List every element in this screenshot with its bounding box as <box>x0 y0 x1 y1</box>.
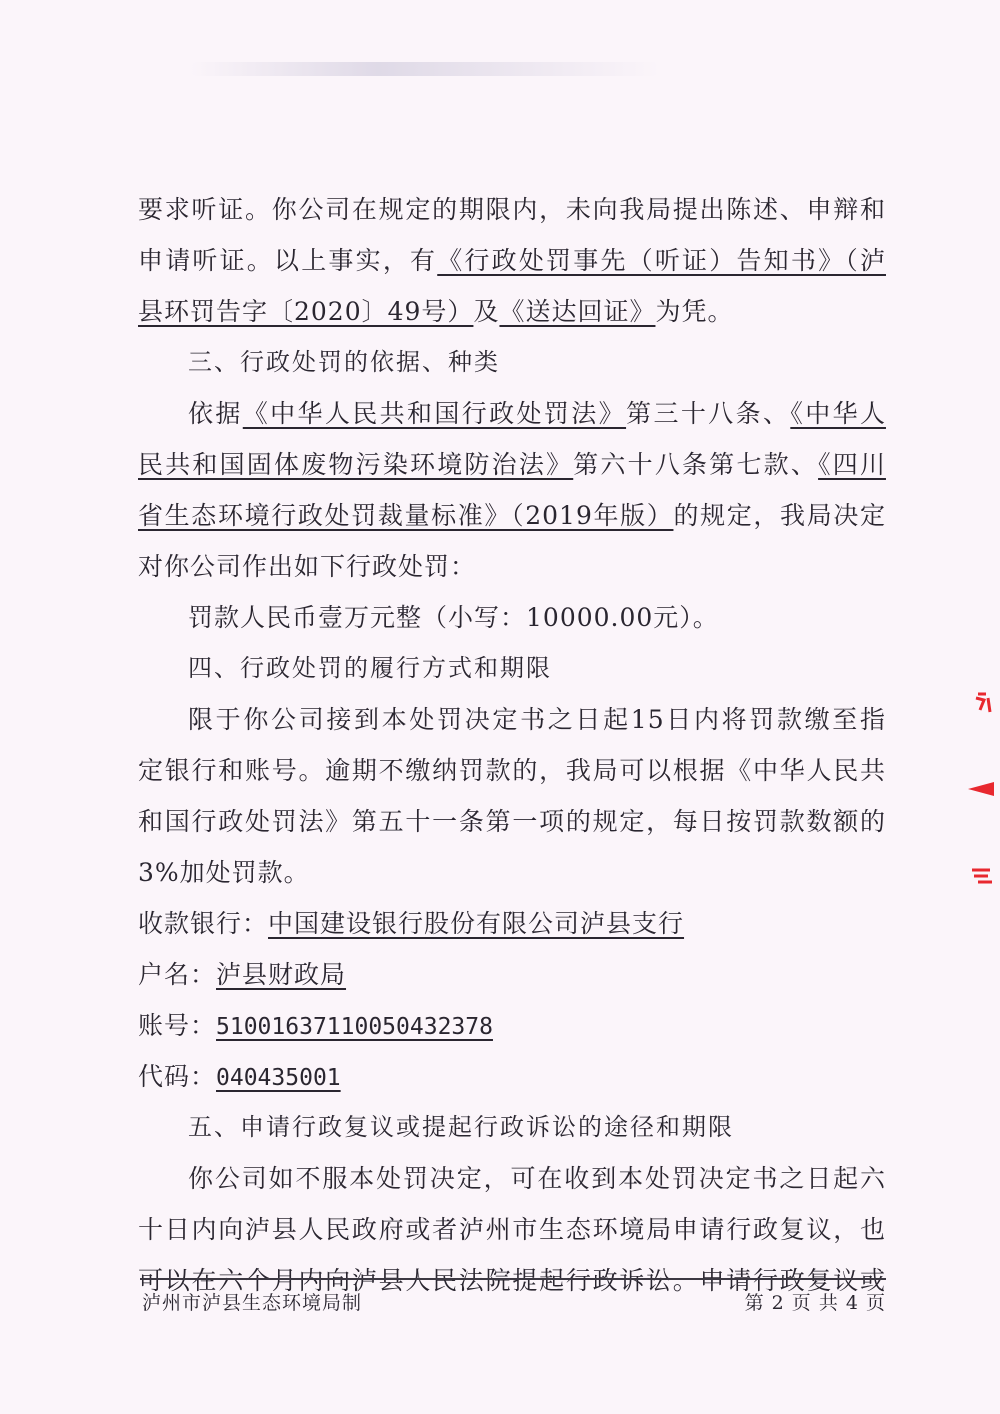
field-value: 泸县财政局 <box>216 960 347 989</box>
field-label: 收款银行： <box>138 909 269 938</box>
text-line: 民共和国固体废物污染环境防治法》第六十八条第七款、《四川 <box>138 450 886 479</box>
text-line: 省生态环境行政处罚裁量标准》（2019年版）的规定，我局决定 <box>138 501 886 530</box>
text-line: 要求听证。你公司在规定的期限内，未向我局提出陈述、申辩和 <box>138 195 886 224</box>
field-value: 040435001 <box>216 1065 341 1091</box>
law-reference: 省生态环境行政处罚裁量标准》（2019年版） <box>138 501 674 530</box>
text-line: 你公司如不服本处罚决定，可在收到本处罚决定书之日起六 <box>188 1164 886 1193</box>
scan-smudge <box>190 62 660 76</box>
field-label: 代码： <box>138 1062 217 1091</box>
section-heading-5: 五、申请行政复议或提起行政诉讼的途径和期限 <box>188 1113 734 1141</box>
text-line: 可以在六个月内向泸县人民法院提起行政诉讼。申请行政复议或 <box>138 1266 886 1295</box>
footer-issuer: 泸州市泸县生态环境局制 <box>142 1292 363 1314</box>
law-reference: 《中华人 <box>790 399 886 428</box>
document-reference: 《行政处罚事先（听证）告知书》（泸 <box>437 246 886 275</box>
text-line: 限于你公司接到本处罚决定书之日起15日内将罚款缴至指 <box>188 705 886 734</box>
text-line: 定银行和账号。逾期不缴纳罚款的，我局可以根据《中华人民共 <box>138 756 886 785</box>
text-line: 和国行政处罚法》第五十一条第一项的规定，每日按罚款数额的 <box>138 807 886 836</box>
text-line: 依据《中华人民共和国行政处罚法》第三十八条、《中华人 <box>188 399 886 428</box>
seal-fragment-icon <box>964 776 1000 802</box>
law-reference: 《中华人民共和国行政处罚法》 <box>242 399 627 428</box>
field-value: 51001637110050432378 <box>216 1014 493 1040</box>
document-reference: 县环罚告字〔2020〕49号） <box>138 297 474 326</box>
field-value: 中国建设银行股份有限公司泸县支行 <box>268 909 685 938</box>
field-label: 账号： <box>138 1011 217 1040</box>
page-number: 第 2 页 共 4 页 <box>744 1292 886 1314</box>
law-reference: 《四川 <box>818 450 886 479</box>
law-reference: 民共和国固体废物污染环境防治法》 <box>138 450 574 479</box>
payee-name <box>138 949 886 1000</box>
fine-amount: 罚款人民币壹万元整（小写：10000.00元）。 <box>188 603 719 632</box>
seal-fragment-icon <box>964 690 1000 716</box>
text-line: 申请听证。以上事实，有《行政处罚事先（听证）告知书》（泸 <box>138 246 886 275</box>
text-line: 3%加处罚款。 <box>138 858 310 887</box>
text-line: 对你公司作出如下行政处罚： <box>138 552 477 581</box>
document-reference: 《送达回证》 <box>499 297 656 326</box>
text-line: 县环罚告字〔2020〕49号）及《送达回证》为凭。 <box>138 297 734 326</box>
bank-code <box>138 1051 886 1102</box>
field-label: 户名： <box>138 960 217 989</box>
section-heading-4: 四、行政处罚的履行方式和期限 <box>188 654 552 682</box>
text-line: 十日内向泸县人民政府或者泸州市生态环境局申请行政复议，也 <box>138 1215 886 1244</box>
section-heading-3: 三、行政处罚的依据、种类 <box>188 348 500 376</box>
seal-fragment-icon <box>964 864 1000 890</box>
account-number <box>138 1000 886 1051</box>
document-body <box>138 184 886 1306</box>
footer-divider <box>140 1278 886 1280</box>
payee-bank <box>138 898 886 949</box>
